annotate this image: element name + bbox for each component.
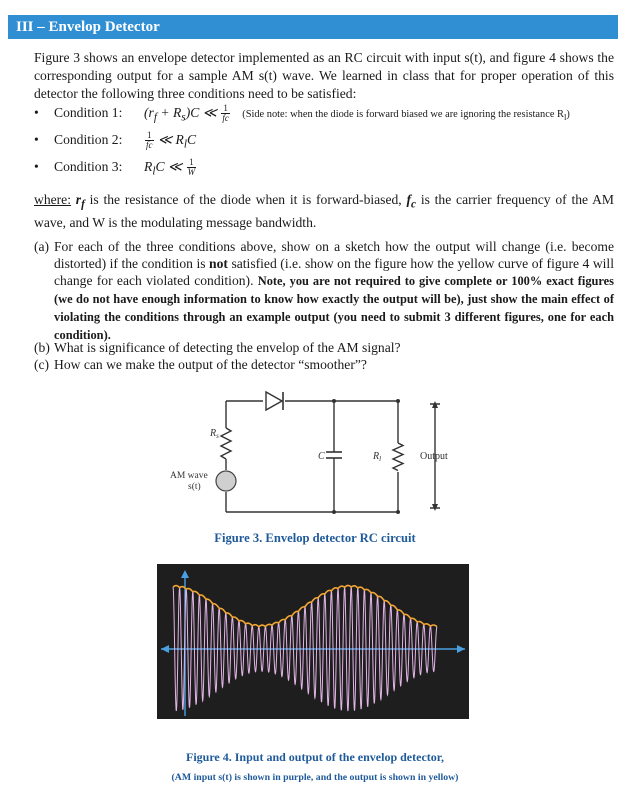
condition-equation: $(r_f + R_s)C$ ≪ $\frac{1}{fc}$ (Side note: when the diode is forward biased we are ignoring the resistance $R_l$) [144,103,570,124]
figure4-subcaption: (AM input s(t) is shown in purple, and the output is shown in yellow) [171,772,459,783]
question-text: What is significance of detecting the envelop of the AM signal? [54,340,401,355]
section-header [8,15,618,39]
question-b [34,339,614,356]
bullet-icon: • [34,159,39,174]
question-marker: (a) [34,239,50,254]
question-marker: (c) [34,357,50,372]
fraction: $\frac{1}{fc}$ [222,103,229,124]
question-marker: (b) [34,340,50,355]
condition-label: Condition 3: [54,159,123,174]
circuit-diagram [160,388,480,523]
figure4-caption: Figure 4. Input and output of the envelop detector, [185,750,445,764]
junction-dot [396,399,400,403]
condition-label: Condition 2: [54,132,123,147]
side-note: (Side note: when the diode is forward biased we are ignoring the resistance $R_l$) [242,109,570,123]
junction-dot [332,510,336,514]
bullet-icon: • [34,132,39,147]
condition-label: Condition 1: [54,105,123,120]
source-label-2: s(t) [188,482,201,492]
intro-paragraph: Figure 3 shows an envelope detector implemented as an RC circuit with input s(t), and figure 4 shows the corresponding output for a sample AM s(t) wave. We learned in class that for proper operation of this detector the following three conditions need to be satisfied: [34,50,614,101]
where-paragraph: where: $r_f$ is the resistance of the diode when it is forward-biased, $f_c$ is the carrier frequency of the AM wave, and W is the modulating message bandwidth. [34,192,614,230]
condition-equation: $\frac{1}{fc}$ ≪ $R_lC$ [146,130,197,151]
question-c [34,356,614,373]
source-label-1: AM wave [170,471,208,481]
am-chart [157,564,469,719]
question-text: How can we make the output of the detector “smoother”? [54,357,367,372]
output-label: Output [420,451,448,462]
fraction: $\frac{1}{fc}$ [146,130,153,151]
question-text: For each of the three conditions above, show on a sketch how the output will change (i.e. become distorted) if the condition is not satisfied (i.e. show on the figure how the yellow curve of figure 4 will change for each violated condition). Note, you are not required to give complete or 100% exact figures (we do not have enough information to know how exactly the output will be), just show the main effect of violating the conditions through an example output (you need to submit 3 different figures, one for each condition). [54,239,615,342]
bullet-icon: • [34,105,39,120]
fraction: $\frac{1}{W}$ [187,157,196,178]
junction-dot [332,399,336,403]
section-title: III – Envelop Detector [16,19,160,35]
rs-label: $R_s$ [210,428,219,440]
resistor-rs [221,428,231,459]
rl-label: $R_l$ [373,451,382,463]
cap-label: C [318,451,325,462]
resistor-rl [393,443,403,471]
source-icon [216,471,236,491]
diode-icon [266,392,282,410]
condition-equation: $R_lC$ ≪ $\frac{1}{W}$ [144,157,196,178]
figure3-caption: Figure 3. Envelop detector RC circuit [214,531,416,545]
junction-dot [396,510,400,514]
question-a [34,238,614,344]
